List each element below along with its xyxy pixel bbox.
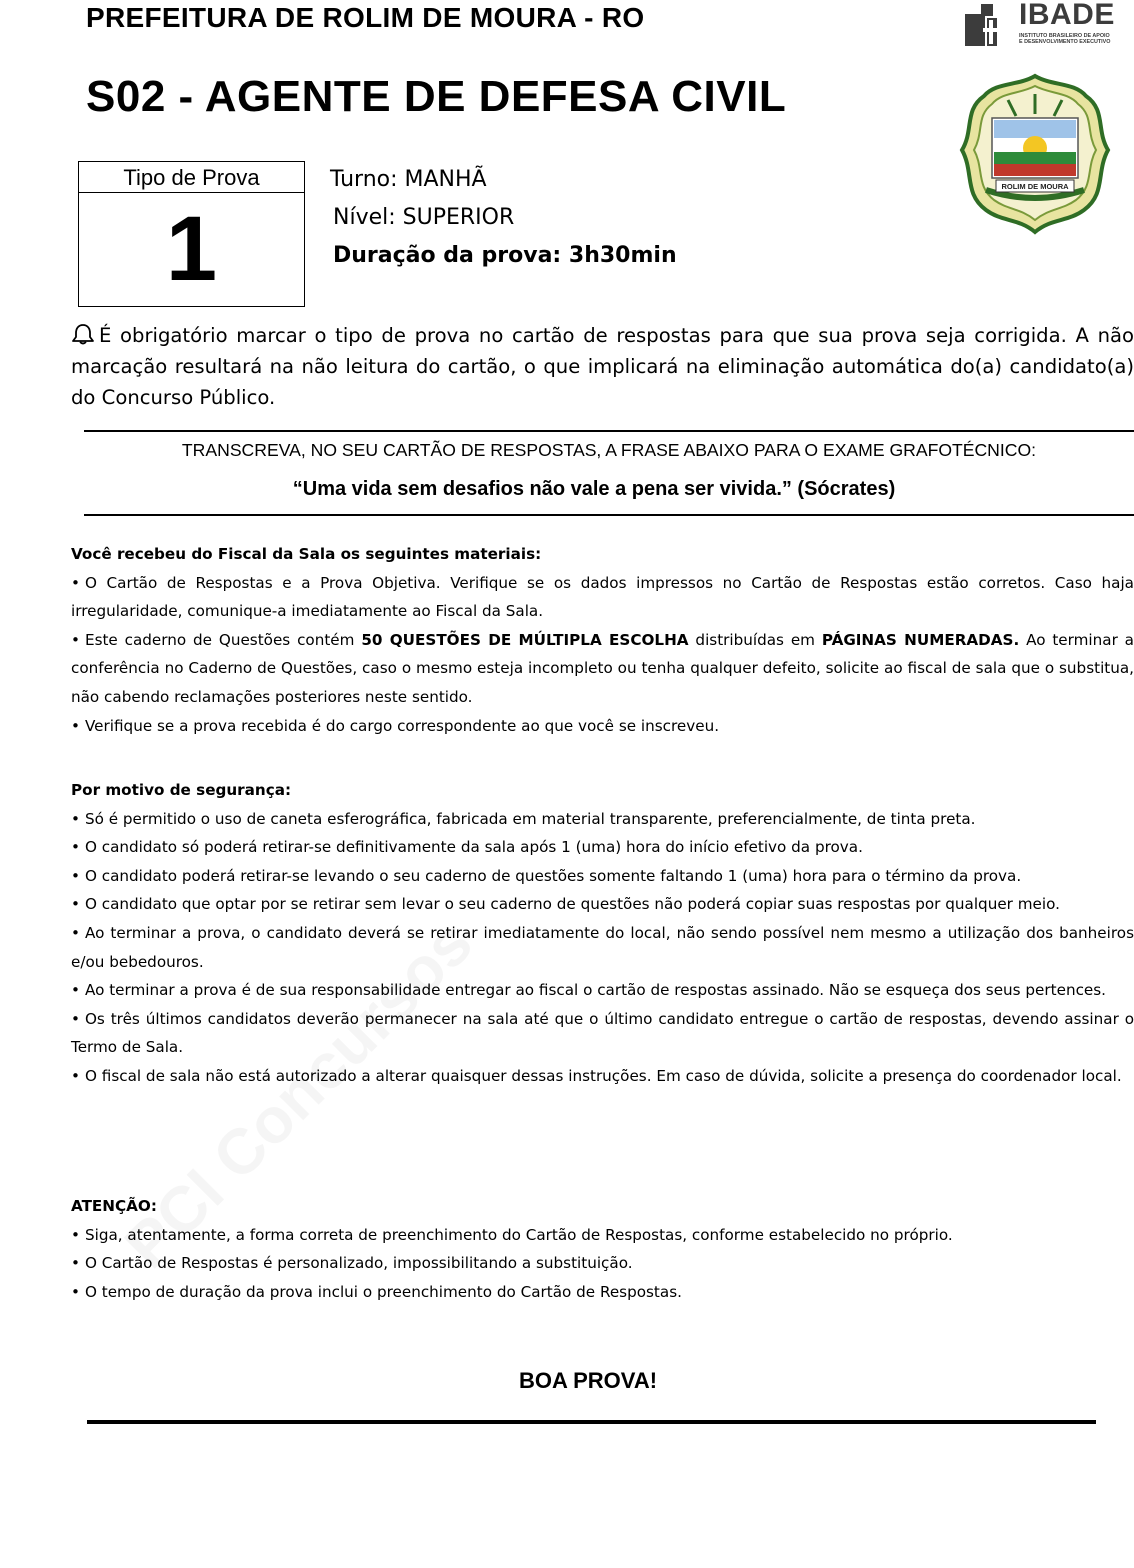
list-item: • O tempo de duração da prova inclui o preenchimento do Cartão de Respostas. <box>71 1282 682 1301</box>
ibade-name: IBADE <box>1019 0 1115 31</box>
ibade-subtitle-2: E DESENVOLVIMENTO EXECUTIVO <box>1019 39 1111 45</box>
tipo-prova-label: Tipo de Prova <box>79 162 304 193</box>
prefeitura-title: PREFEITURA DE ROLIM DE MOURA - RO <box>86 2 645 33</box>
warning-paragraph <box>71 320 1134 413</box>
seguranca-heading: Por motivo de segurança: <box>71 781 292 799</box>
list-item: • Verifique se a prova recebida é do cargo correspondente ao que você se inscreveu. <box>71 716 720 735</box>
nivel: Nível: SUPERIOR <box>333 205 515 230</box>
materiais-heading: Você recebeu do Fiscal da Sala os seguintes materiais: <box>71 545 542 563</box>
list-item: • Este caderno de Questões contém 50 QUESTÕES DE MÚLTIPLA ESCOLHA distribuídas em PÁGINAS NUMERADAS. Ao terminar a conferência no Caderno de Questões, caso o mesmo esteja incompleto ou tenha qualquer defeito, solicite ao fiscal de sala que o substitua, não cabendo reclamações posteriores neste sentido. <box>71 630 1134 706</box>
seguranca-section <box>71 776 1134 1091</box>
cargo-title: S02 - AGENTE DE DEFESA CIVIL <box>86 72 787 121</box>
list-item: • Ao terminar a prova, o candidato deverá se retirar imediatamente do local, não sendo possível nem mesmo a utilização dos banheiros e/ou bebedouros. <box>71 923 1134 971</box>
warning-text: É obrigatório marcar o tipo de prova no cartão de respostas para que sua prova seja corrigida. A não marcação resultará na não leitura do cartão, o que implicará na eliminação automática do(a) candidato(a) do Concurso Público. <box>71 324 1134 409</box>
municipal-seal <box>956 70 1114 238</box>
seal-label: ROLIM DE MOURA <box>1001 182 1069 191</box>
materiais-section <box>71 540 1134 740</box>
ibade-subtitle-1: INSTITUTO BRASILEIRO DE APOIO <box>1019 33 1110 39</box>
list-item: • Os três últimos candidatos deverão permanecer na sala até que o último candidato entregue o cartão de respostas, devendo assinar o Termo de Sala. <box>71 1009 1134 1057</box>
duracao: Duração da prova: 3h30min <box>333 243 677 268</box>
list-item: • O candidato só poderá retirar-se definitivamente da sala após 1 (uma) hora do início efetivo da prova. <box>71 838 863 857</box>
grafotecnico-frase: “Uma vida sem desafios não vale a pena ser vivida.” (Sócrates) <box>292 478 896 500</box>
list-item: • Siga, atentamente, a forma correta de preenchimento do Cartão de Respostas, conforme estabelecido no próprio. <box>71 1225 953 1244</box>
list-item: • O Cartão de Respostas é personalizado, impossibilitando a substituição. <box>71 1254 633 1273</box>
list-item: • Ao terminar a prova é de sua responsabilidade entregar ao fiscal o cartão de respostas assinado. Não se esqueça dos seus pertences. <box>71 981 1107 1000</box>
list-item: • O candidato que optar por se retirar sem levar o seu caderno de questões não poderá copiar suas respostas por qualquer meio. <box>71 895 1060 914</box>
atencao-section <box>71 1192 1134 1306</box>
list-item: • Só é permitido o uso de caneta esferográfica, fabricada em material transparente, preferencialmente, de tinta preta. <box>71 809 976 828</box>
tipo-prova-number: 1 <box>165 198 218 300</box>
grafotecnico-instruction: TRANSCREVA, NO SEU CARTÃO DE RESPOSTAS, A FRASE ABAIXO PARA O EXAME GRAFOTÉCNICO: <box>181 440 1037 460</box>
ibade-mark-icon <box>963 2 1015 48</box>
list-item: • O candidato poderá retirar-se levando o seu caderno de questões somente faltando 1 (uma) hora para o término da prova. <box>71 866 1022 885</box>
list-item: • O fiscal de sala não está autorizado a alterar quaisquer dessas instruções. Em caso de dúvida, solicite a presença do coordenador local. <box>71 1066 1122 1085</box>
boa-prova: BOA PROVA! <box>518 1368 658 1393</box>
turno: Turno: MANHÃ <box>330 167 487 192</box>
divider-footer <box>87 1420 1096 1424</box>
tipo-prova-box <box>78 161 305 307</box>
divider-bottom <box>84 514 1134 516</box>
list-item: • O Cartão de Respostas e a Prova Objetiva. Verifique se os dados impressos no Cartão de Respostas estão corretos. Caso haja irregularidade, comunique-a imediatamente ao Fiscal da Sala. <box>71 573 1134 621</box>
ibade-logo <box>963 2 1131 48</box>
atencao-heading: ATENÇÃO: <box>71 1197 157 1215</box>
divider-top <box>84 430 1134 432</box>
bell-icon <box>71 323 95 345</box>
